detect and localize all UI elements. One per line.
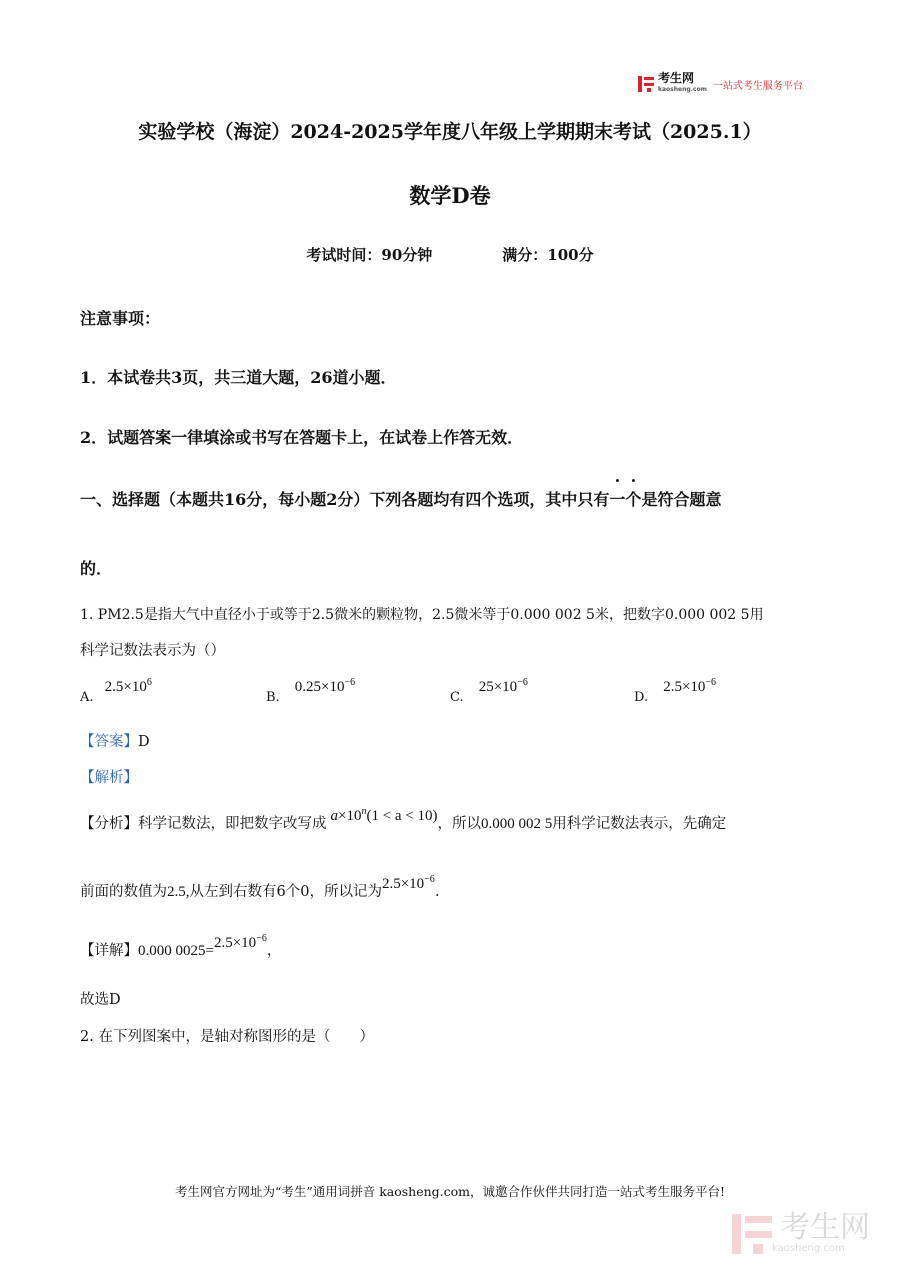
emphasis-char-2: 个 [625, 490, 642, 509]
notice-item-1: 1．本试卷共3页，共三道大题，26道小题． [80, 368, 397, 387]
page-title: 实验学校（海淀）2024-2025学年度八年级上学期期末考试（2025.1） [138, 121, 762, 143]
option-b[interactable]: $_{B.}$ $0.25\times 10^{-6}$ [266, 677, 356, 705]
option-c[interactable]: $_{C.}$ $25\times 10^{-6}$ [450, 677, 528, 705]
notice-heading: 注意事项： [80, 309, 161, 328]
question-1-line1: 1. PM2.5是指大气中直径小于或等于2.5微米的颗粒物，2.5微米等于0.000 002 5米，把数字0.000 002 5用 [80, 607, 764, 623]
section-heading: 一、选择题（本题共16分，每小题2分）下列各题均有四个选项，其中只有一个是符合题意 [80, 487, 721, 510]
header-logo [638, 72, 803, 96]
watermark-logo-icon [732, 1214, 772, 1254]
full-score: 满分：100分 [502, 246, 594, 264]
question-2: 2. 在下列图案中，是轴对称图形的是（ ） [80, 1029, 374, 1045]
question-1-options [80, 676, 840, 706]
choose-line: 故选D [80, 992, 121, 1008]
footer-text: 考生网官方网址为“考生”通用词拼音 kaosheng.com，诚邀合作伙伴共同打造一站式考生服务平台! [174, 1184, 726, 1199]
answer-value: D [138, 734, 150, 750]
exam-time: 考试时间：90分钟 [306, 246, 433, 264]
kaosheng-logo-icon [638, 76, 654, 92]
answer-line [80, 730, 150, 751]
watermark: 考生网 kaosheng.com [732, 1213, 870, 1255]
analysis-tag: 【解析】 [80, 770, 138, 786]
logo-slogan: 一站式考生服务平台 [712, 80, 803, 92]
exam-meta [0, 244, 900, 265]
emphasis-char-1: 一 [609, 490, 626, 509]
fenxi-line2: 前面的数值为2.5,从左到右数有6个0，所以记为$2.5\times 10^{-6}$. [80, 874, 440, 900]
paper-subtitle: 数学D卷 [409, 183, 491, 208]
notice-item-2: 2．试题答案一律填涂或书写在答题卡上，在试卷上作答无效． [80, 428, 524, 447]
question-1-line2: 科学记数法表示为（） [80, 643, 225, 659]
detail-line: 【详解】0.000 $0025=2.5\times 10^{-6}$， [80, 933, 282, 959]
section-heading-line2: 的． [80, 559, 113, 578]
answer-tag: 【答案】 [80, 734, 138, 750]
fenxi-line1: 【分析】科学记数法，即把数字改写成 $a\times 10^n(1 < a < 10)$，所以0.000 002 5用科学记数法表示，先确定 [80, 806, 727, 832]
option-a[interactable]: $_{A.}$ $2.5\times 10^6$ [80, 677, 152, 705]
option-d[interactable]: $_{D.}$ $2.5\times 10^{-6}$ [634, 677, 717, 705]
logo-name: 考生网 kaosheng.com [658, 71, 707, 93]
